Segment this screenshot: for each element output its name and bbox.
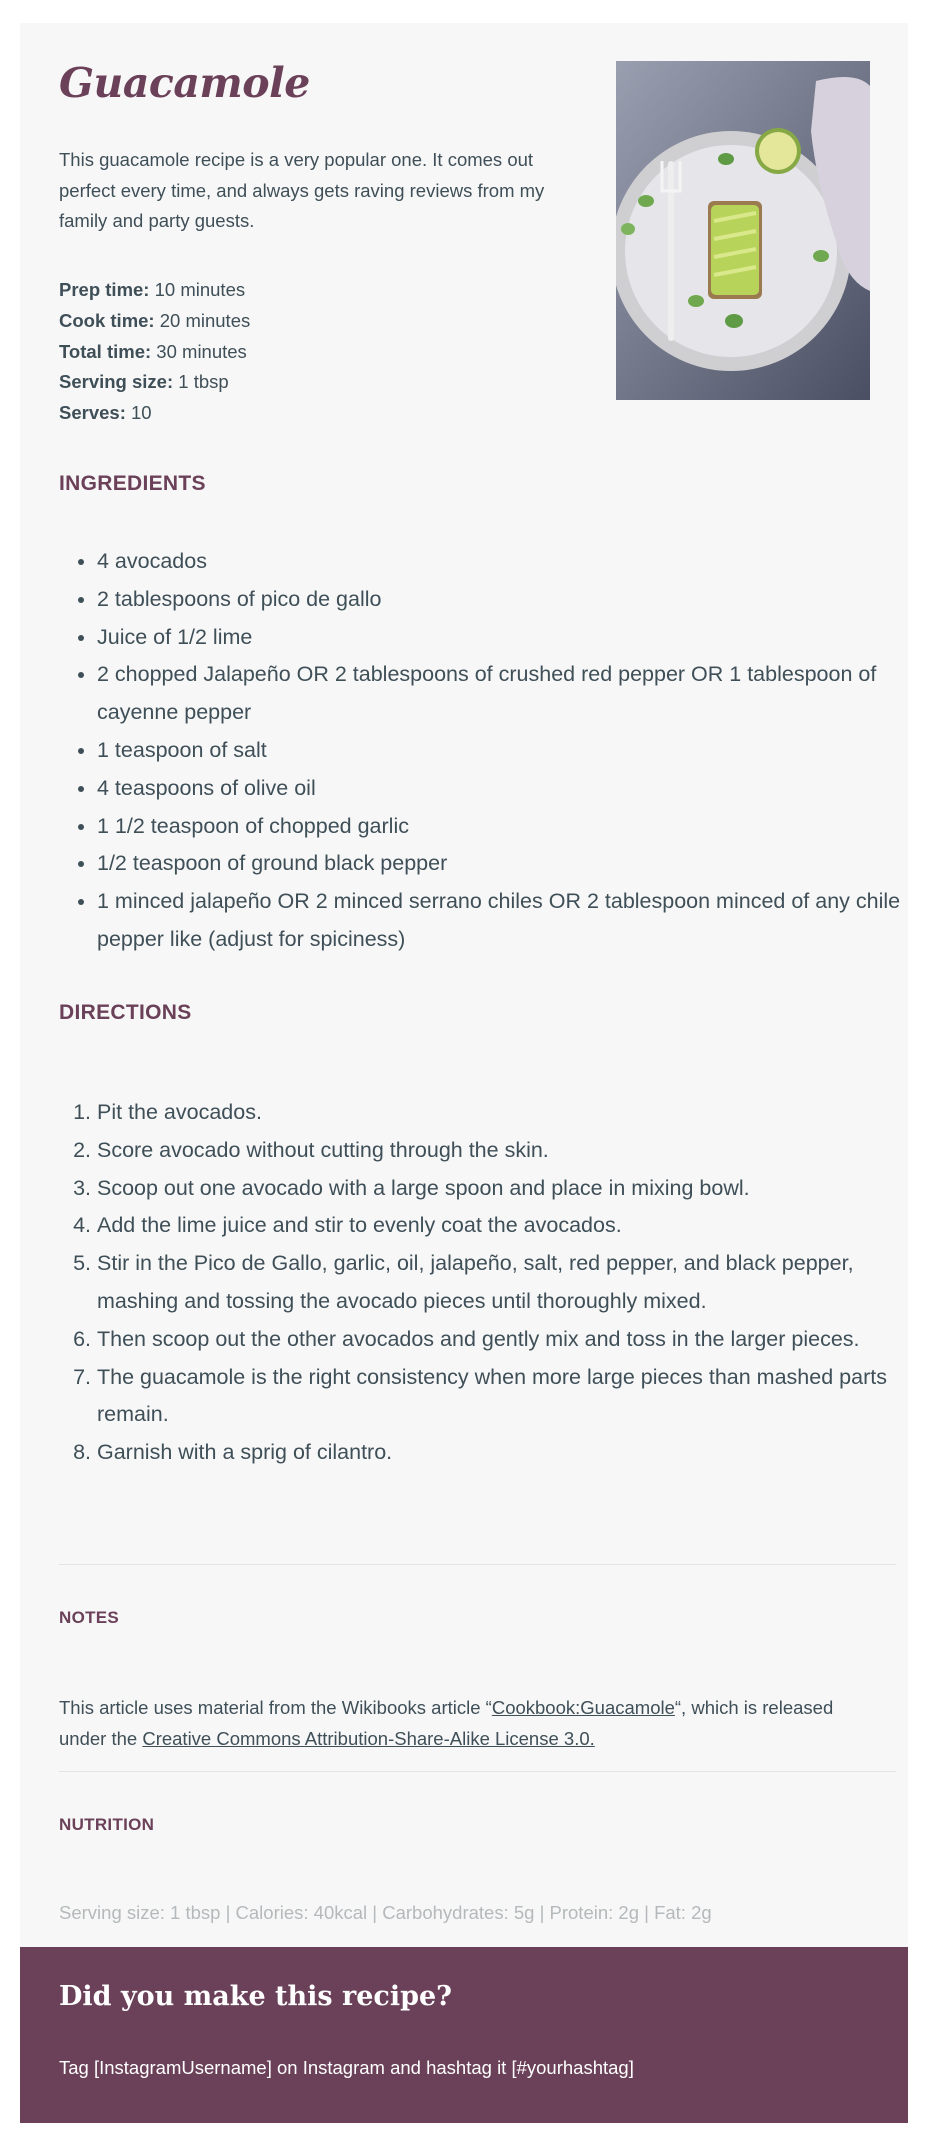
direction-step: 5. Stir in the Pico de Gallo, garlic, oil, jalapeño, salt, red pepper, and black pepper, mashing and tossing the avocado pieces until thoroughly mixed. [97, 1245, 937, 1321]
ingredient-item: • Juice of 1/2 lime [97, 619, 937, 657]
recipe-card [20, 23, 908, 1947]
meta-label: Cook time: [59, 309, 155, 331]
notes-text-part: This article uses material from the Wikibooks article “ [59, 1697, 492, 1718]
directions-list [59, 1094, 937, 1472]
ingredient-item: • 2 chopped Jalapeño OR 2 tablespoons of crushed red pepper OR 1 tablespoon of cayenne pepper [97, 656, 937, 732]
meta-serving-size [59, 367, 250, 398]
ingredient-item: • 2 tablespoons of pico de gallo [97, 581, 937, 619]
recipe-title: Guacamole [59, 59, 310, 107]
nutrition-text: Serving size: 1 tbsp | Calories: 40kcal | Carbohydrates: 5g | Protein: 2g | Fat: 2g [59, 1902, 712, 1923]
direction-step: 3. Scoop out one avocado with a large spoon and place in mixing bowl. [97, 1170, 937, 1208]
avocado-toast-image [616, 61, 870, 400]
ingredient-item: • 1 teaspoon of salt [97, 732, 937, 770]
meta-value: 1 tbsp [173, 371, 229, 393]
meta-prep-time [59, 275, 250, 306]
ingredients-heading: INGREDIENTS [59, 472, 206, 495]
meta-label: Total time: [59, 340, 152, 362]
section-divider [59, 1564, 896, 1565]
ingredient-item: • 1 1/2 teaspoon of chopped garlic [97, 808, 937, 846]
recipe-cta-footer [20, 1947, 908, 2123]
direction-step: 6. Then scoop out the other avocados and gently mix and toss in the larger pieces. [97, 1321, 937, 1359]
ingredients-list [59, 543, 937, 959]
meta-value: 20 minutes [154, 309, 251, 331]
meta-serves [59, 398, 250, 429]
directions-heading: DIRECTIONS [59, 1001, 192, 1024]
direction-step: 4. Add the lime juice and stir to evenly coat the avocados. [97, 1207, 937, 1245]
section-divider [59, 1771, 896, 1772]
recipe-photo [616, 61, 870, 400]
meta-value: 10 minutes [149, 279, 246, 300]
ingredient-item: • 4 avocados [97, 543, 937, 581]
notes-text [59, 1693, 879, 1754]
meta-value: 10 [125, 402, 152, 424]
ingredient-item: • 4 teaspoons of olive oil [97, 770, 937, 808]
ingredient-item: • 1 minced jalapeño OR 2 minced serrano chiles OR 2 tablespoon minced of any chile pepper like (adjust for spiciness) [97, 883, 937, 959]
notes-text-part: “, which is released under the [59, 1697, 834, 1749]
ingredient-item: • 1/2 teaspoon of ground black pepper [97, 845, 937, 883]
cta-text: Tag [InstagramUsername] on Instagram and hashtag it [#yourhashtag] [59, 2057, 634, 2078]
direction-step: 8. Garnish with a sprig of cilantro. [97, 1434, 937, 1472]
meta-label: Prep time: [59, 279, 150, 300]
wikibooks-link[interactable]: Cookbook:Guacamole [491, 1697, 675, 1718]
notes-heading: NOTES [59, 1608, 120, 1627]
license-link[interactable]: Creative Commons Attribution-Share-Alike License 3.0. [142, 1727, 595, 1749]
direction-step: 7. The guacamole is the right consistency when more large pieces than mashed parts remain. [97, 1359, 937, 1435]
direction-step: 1. Pit the avocados. [97, 1094, 937, 1132]
meta-label: Serving size: [59, 371, 174, 393]
meta-label: Serves: [59, 402, 126, 424]
recipe-meta [59, 275, 250, 429]
meta-value: 30 minutes [151, 340, 247, 362]
meta-total-time [59, 337, 250, 368]
direction-step: 2. Score avocado without cutting through the skin. [97, 1132, 937, 1170]
recipe-description: This guacamole recipe is a very popular one. It comes out perfect every time, and always gets raving reviews from my family and party guests. [59, 149, 545, 231]
cta-title: Did you make this recipe? [59, 1981, 452, 2012]
meta-cook-time [59, 306, 250, 337]
nutrition-heading: NUTRITION [59, 1815, 155, 1834]
